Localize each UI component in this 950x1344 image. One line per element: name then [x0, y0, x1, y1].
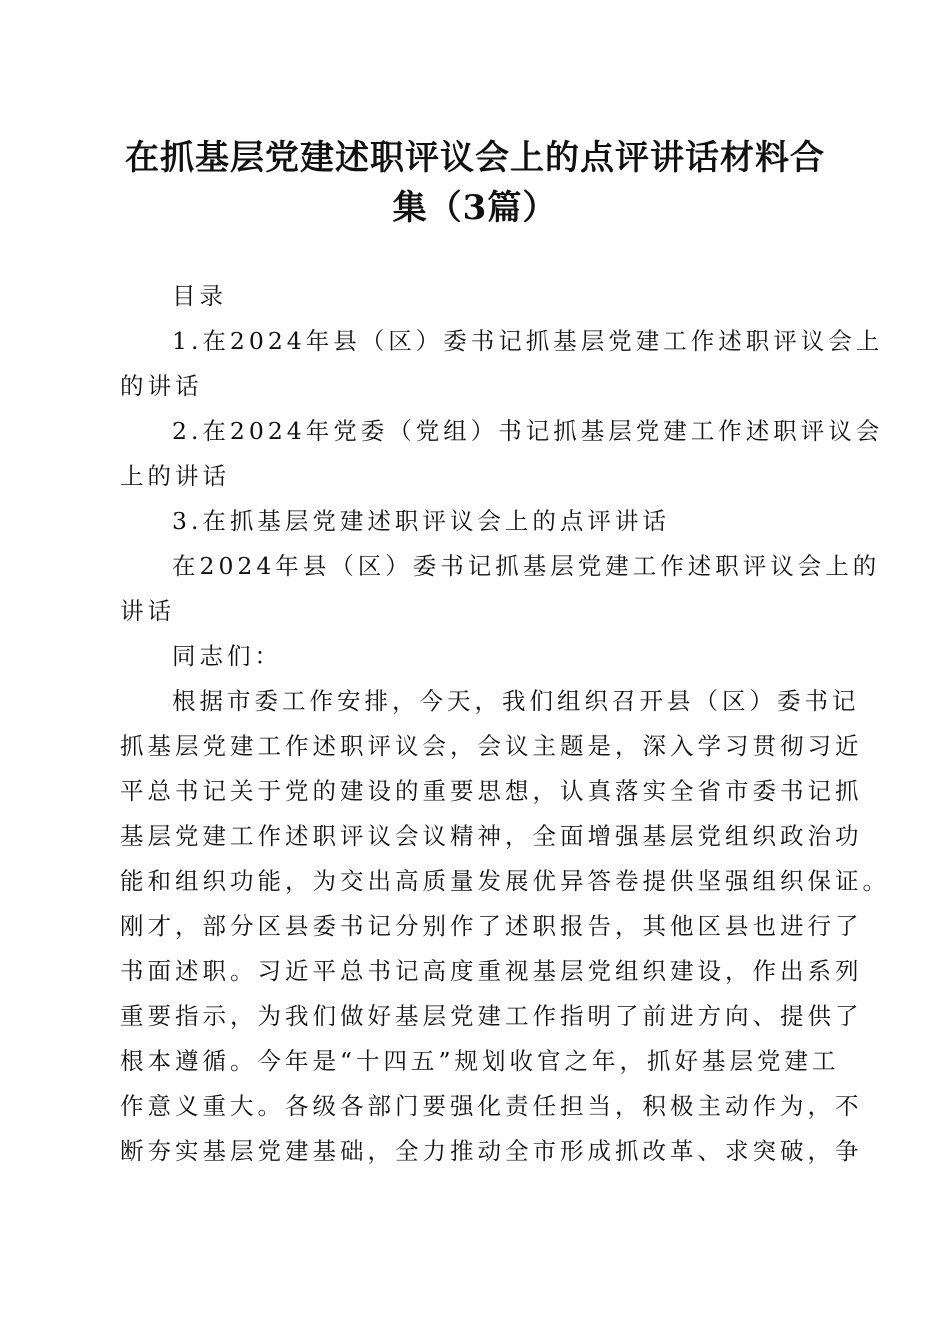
paragraph-line: 平总书记关于党的建设的重要思想，认真落实全省市委书记抓 — [120, 777, 863, 805]
paragraph-line: 抓基层党建工作述职评议会，会议主题是，深入学习贯彻习近 — [120, 732, 863, 760]
toc-item-2-line-2: 上的讲话 — [120, 462, 230, 490]
paragraph-line: 根本遵循。今年是“十四五”规划收官之年，抓好基层党建工 — [120, 1047, 840, 1075]
toc-item-3: 3.在抓基层党建述职评议会上的点评讲话 — [172, 507, 670, 535]
paragraph-line: 根据市委工作安排，今天，我们组织召开县（区）委书记 — [172, 687, 860, 715]
toc-item-1-line-1: 1.在2024年县（区）委书记抓基层党建工作述职评议会上 — [172, 327, 884, 355]
paragraph-line: 书面述职。习近平总书记高度重视基层党组织建设，作出系列 — [120, 957, 863, 985]
paragraph-line: 能和组织功能，为交出高质量发展优异答卷提供坚强组织保证。 — [120, 867, 890, 895]
article-heading-line-2: 讲话 — [120, 597, 175, 625]
paragraph-line: 作意义重大。各级各部门要强化责任担当，积极主动作为，不 — [120, 1092, 863, 1120]
article-heading-line-1: 在2024年县（区）委书记抓基层党建工作述职评议会上的 — [172, 552, 881, 580]
document-title-line-2: 集（3篇） — [392, 188, 558, 228]
salutation: 同志们： — [172, 642, 282, 670]
toc-heading: 目录 — [172, 282, 227, 310]
toc-item-1-line-2: 的讲话 — [120, 372, 203, 400]
paragraph-line: 断夯实基层党建基础，全力推动全市形成抓改革、求突破，争 — [120, 1137, 863, 1165]
paragraph-line: 重要指示，为我们做好基层党建工作指明了前进方向、提供了 — [120, 1002, 863, 1030]
paragraph-line: 基层党建工作述职评议会议精神，全面增强基层党组织政治功 — [120, 822, 863, 850]
toc-item-2-line-1: 2.在2024年党委（党组）书记抓基层党建工作述职评议会 — [172, 417, 884, 445]
paragraph-line: 刚才，部分区县委书记分别作了述职报告，其他区县也进行了 — [120, 912, 863, 940]
document-title-line-1: 在抓基层党建述职评议会上的点评讲话材料合 — [125, 138, 825, 178]
